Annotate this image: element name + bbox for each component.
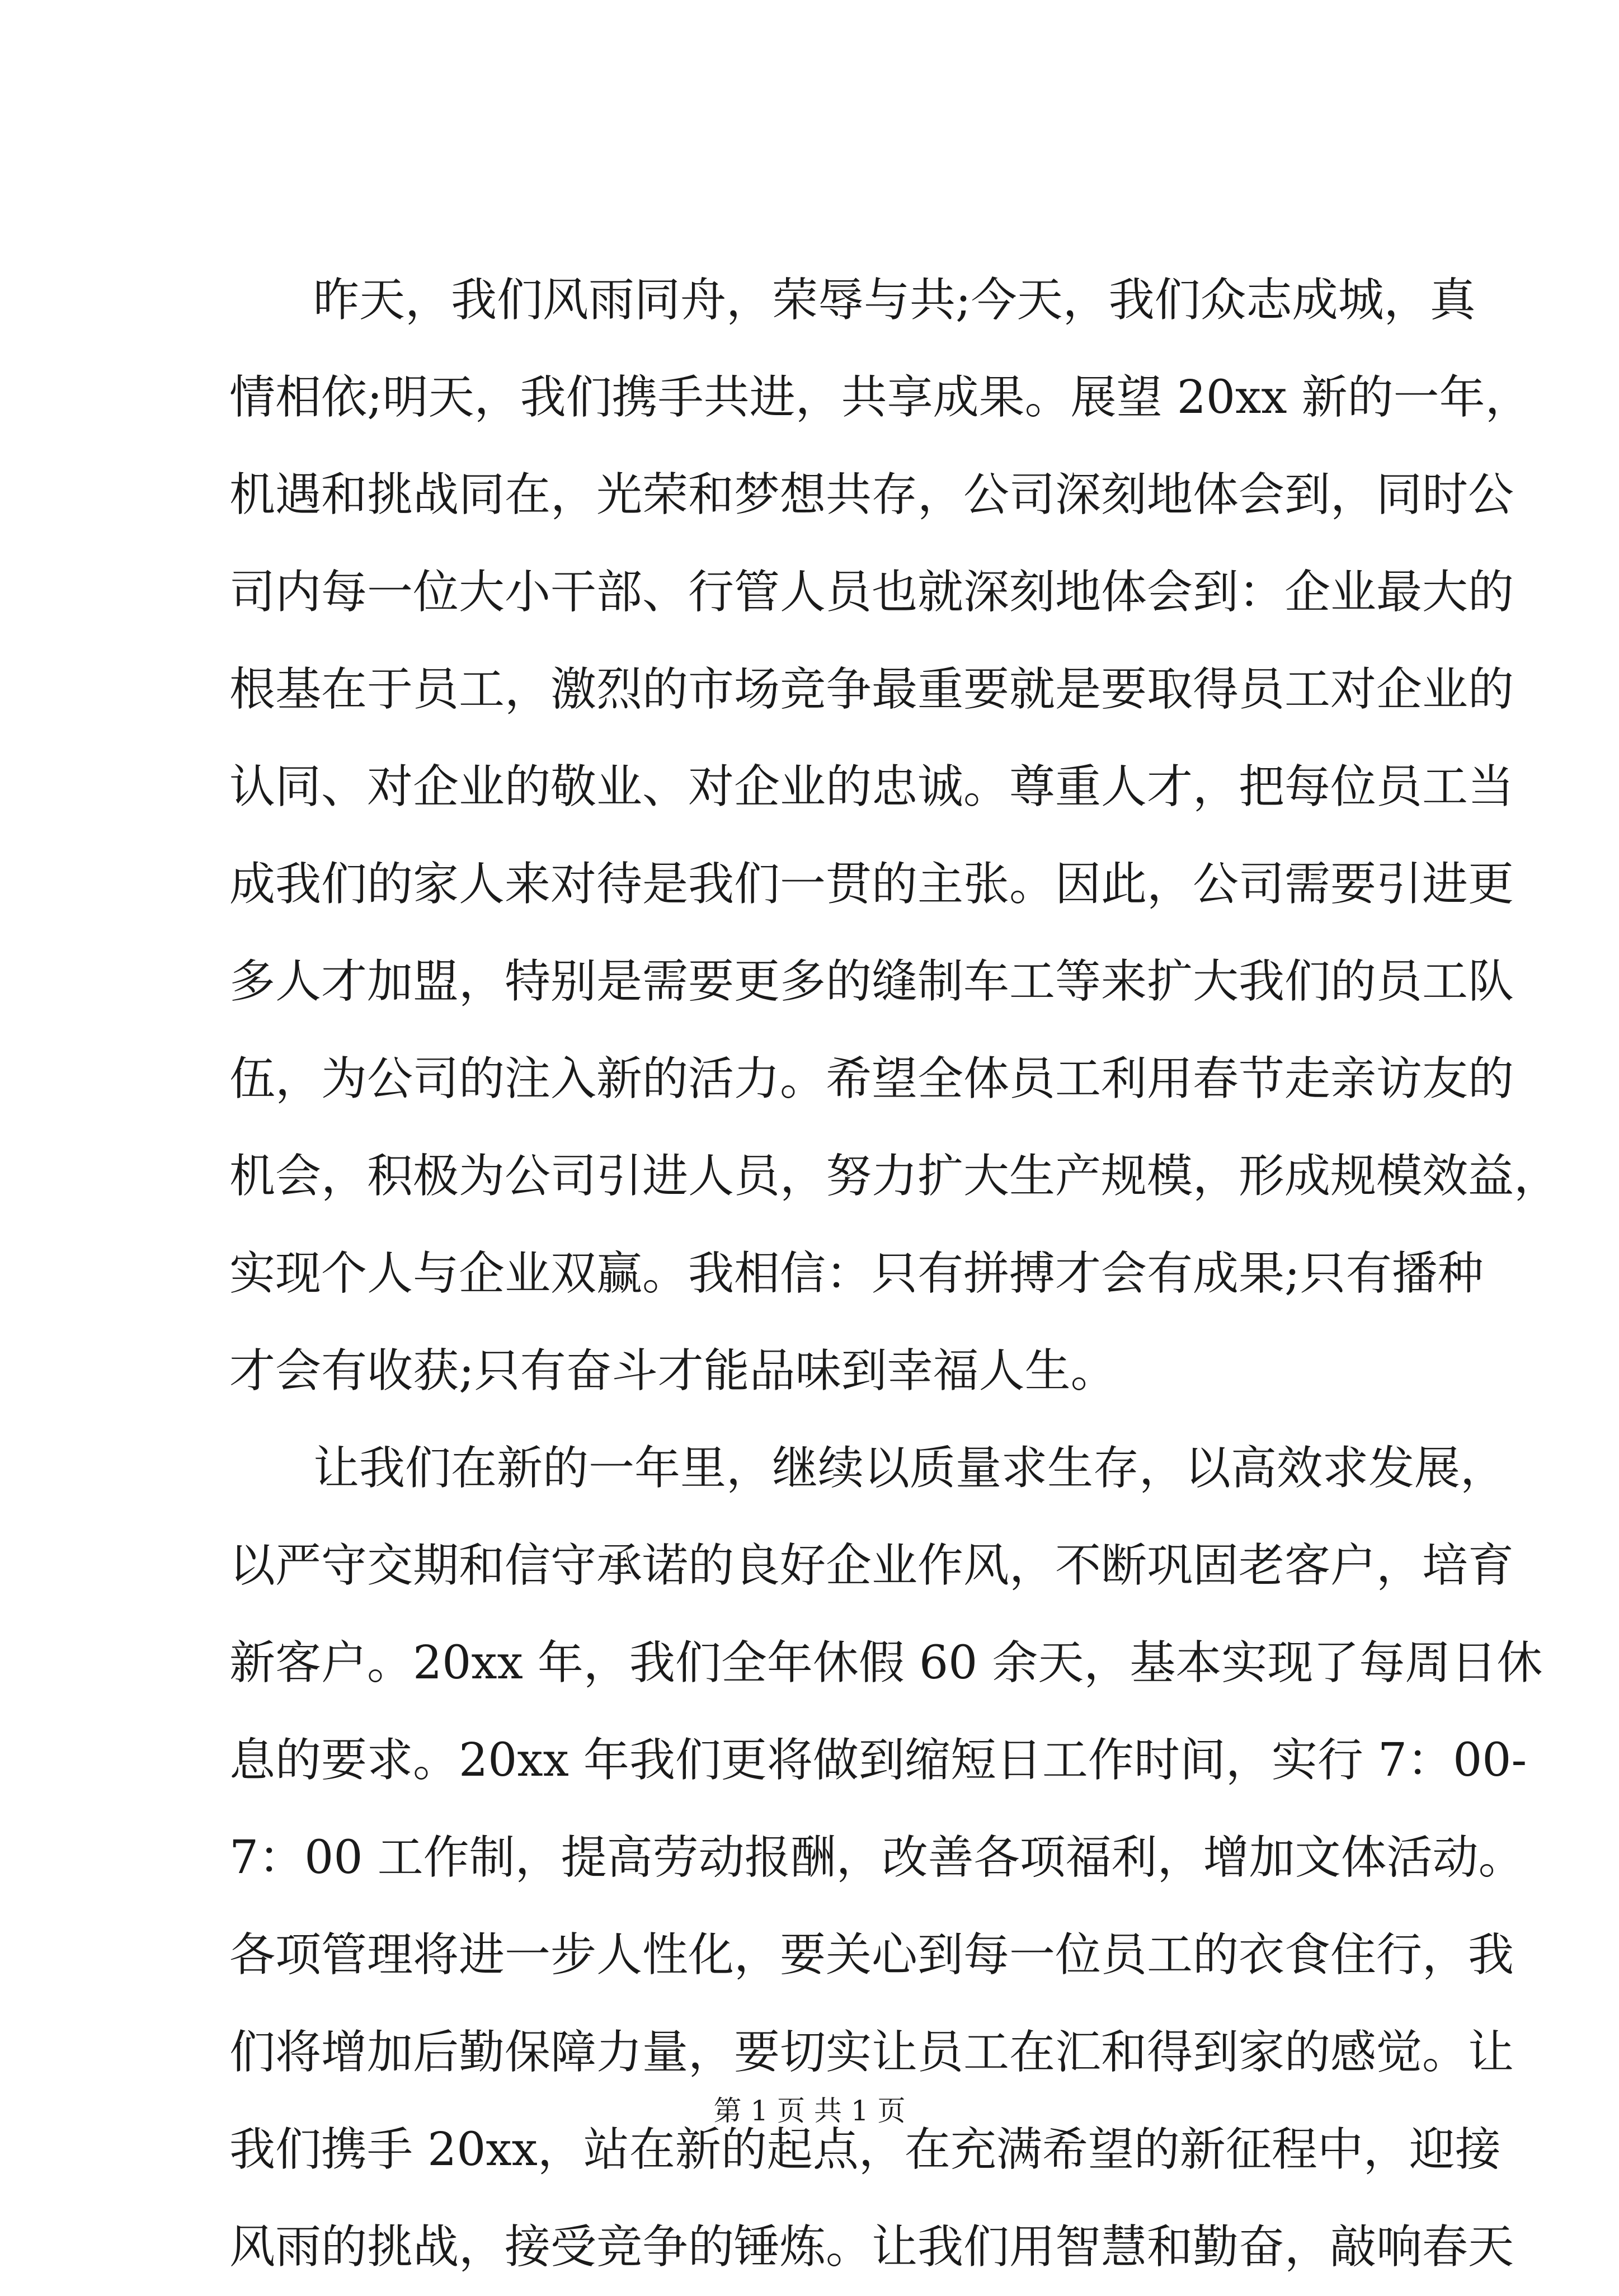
text-line: 实现个人与企业双赢。我相信：只有拼搏才会有成果;只有播种 <box>229 1247 1484 1300</box>
text-line: 情相依;明天，我们携手共进，共享成果。展望 20xx 新的一年， <box>229 371 1531 424</box>
text-line: 机会，积极为公司引进人员，努力扩大生产规模，形成规模效益， <box>229 1150 1560 1203</box>
text-line: 多人才加盟，特别是需要更多的缝制车工等来扩大我们的员工队 <box>229 955 1514 1008</box>
text-line: 风雨的挑战，接受竞争的锤炼。让我们用智慧和勤奋，敲响春天 <box>229 2220 1514 2274</box>
document-body <box>229 252 1560 2296</box>
page-number-footer: 第 1 页 共 1 页 <box>713 2095 906 2127</box>
paragraph-2 <box>229 1420 1543 2296</box>
text-line: 让我们在新的一年里，继续以质量求生存，以高效求发展， <box>313 1442 1507 1495</box>
text-line: 息的要求。20xx 年我们更将做到缩短日工作时间，实行 7：00- <box>229 1734 1527 1787</box>
text-line: 才会有收获;只有奋斗才能品味到幸福人生。 <box>229 1344 1117 1398</box>
text-line: 司内每一位大小干部、行管人员也就深刻地体会到：企业最大的 <box>229 566 1514 619</box>
text-line: 伍，为公司的注入新的活力。希望全体员工利用春节走亲访友的 <box>229 1052 1514 1105</box>
paragraph-1 <box>229 252 1560 1420</box>
text-line: 根基在于员工，激烈的市场竞争最重要就是要取得员工对企业的 <box>229 663 1514 716</box>
text-line: 我们携手 20xx，站在新的起点，在充满希望的新征程中，迎接 <box>229 2123 1501 2176</box>
text-line: 以严守交期和信守承诺的良好企业作风，不断巩固老客户，培育 <box>229 1539 1514 1592</box>
text-line: 昨天，我们风雨同舟，荣辱与共;今天，我们众志成城，真 <box>313 274 1476 327</box>
text-line: 们将增加后勤保障力量，要切实让员工在汇和得到家的感觉。让 <box>229 2026 1514 2079</box>
text-line: 认同、对企业的敬业、对企业的忠诚。尊重人才，把每位员工当 <box>229 760 1514 813</box>
text-line: 新客户。20xx 年，我们全年休假 60 余天，基本实现了每周日休 <box>229 1636 1543 1690</box>
text-line: 机遇和挑战同在，光荣和梦想共存，公司深刻地体会到，同时公 <box>229 468 1514 521</box>
text-line: 成我们的家人来对待是我们一贯的主张。因此，公司需要引进更 <box>229 858 1514 911</box>
text-line: 7：00 工作制，提高劳动报酬，改善各项福利，增加文体活动。 <box>229 1831 1524 1884</box>
text-line: 各项管理将进一步人性化，要关心到每一位员工的衣食住行，我 <box>229 1928 1514 1982</box>
